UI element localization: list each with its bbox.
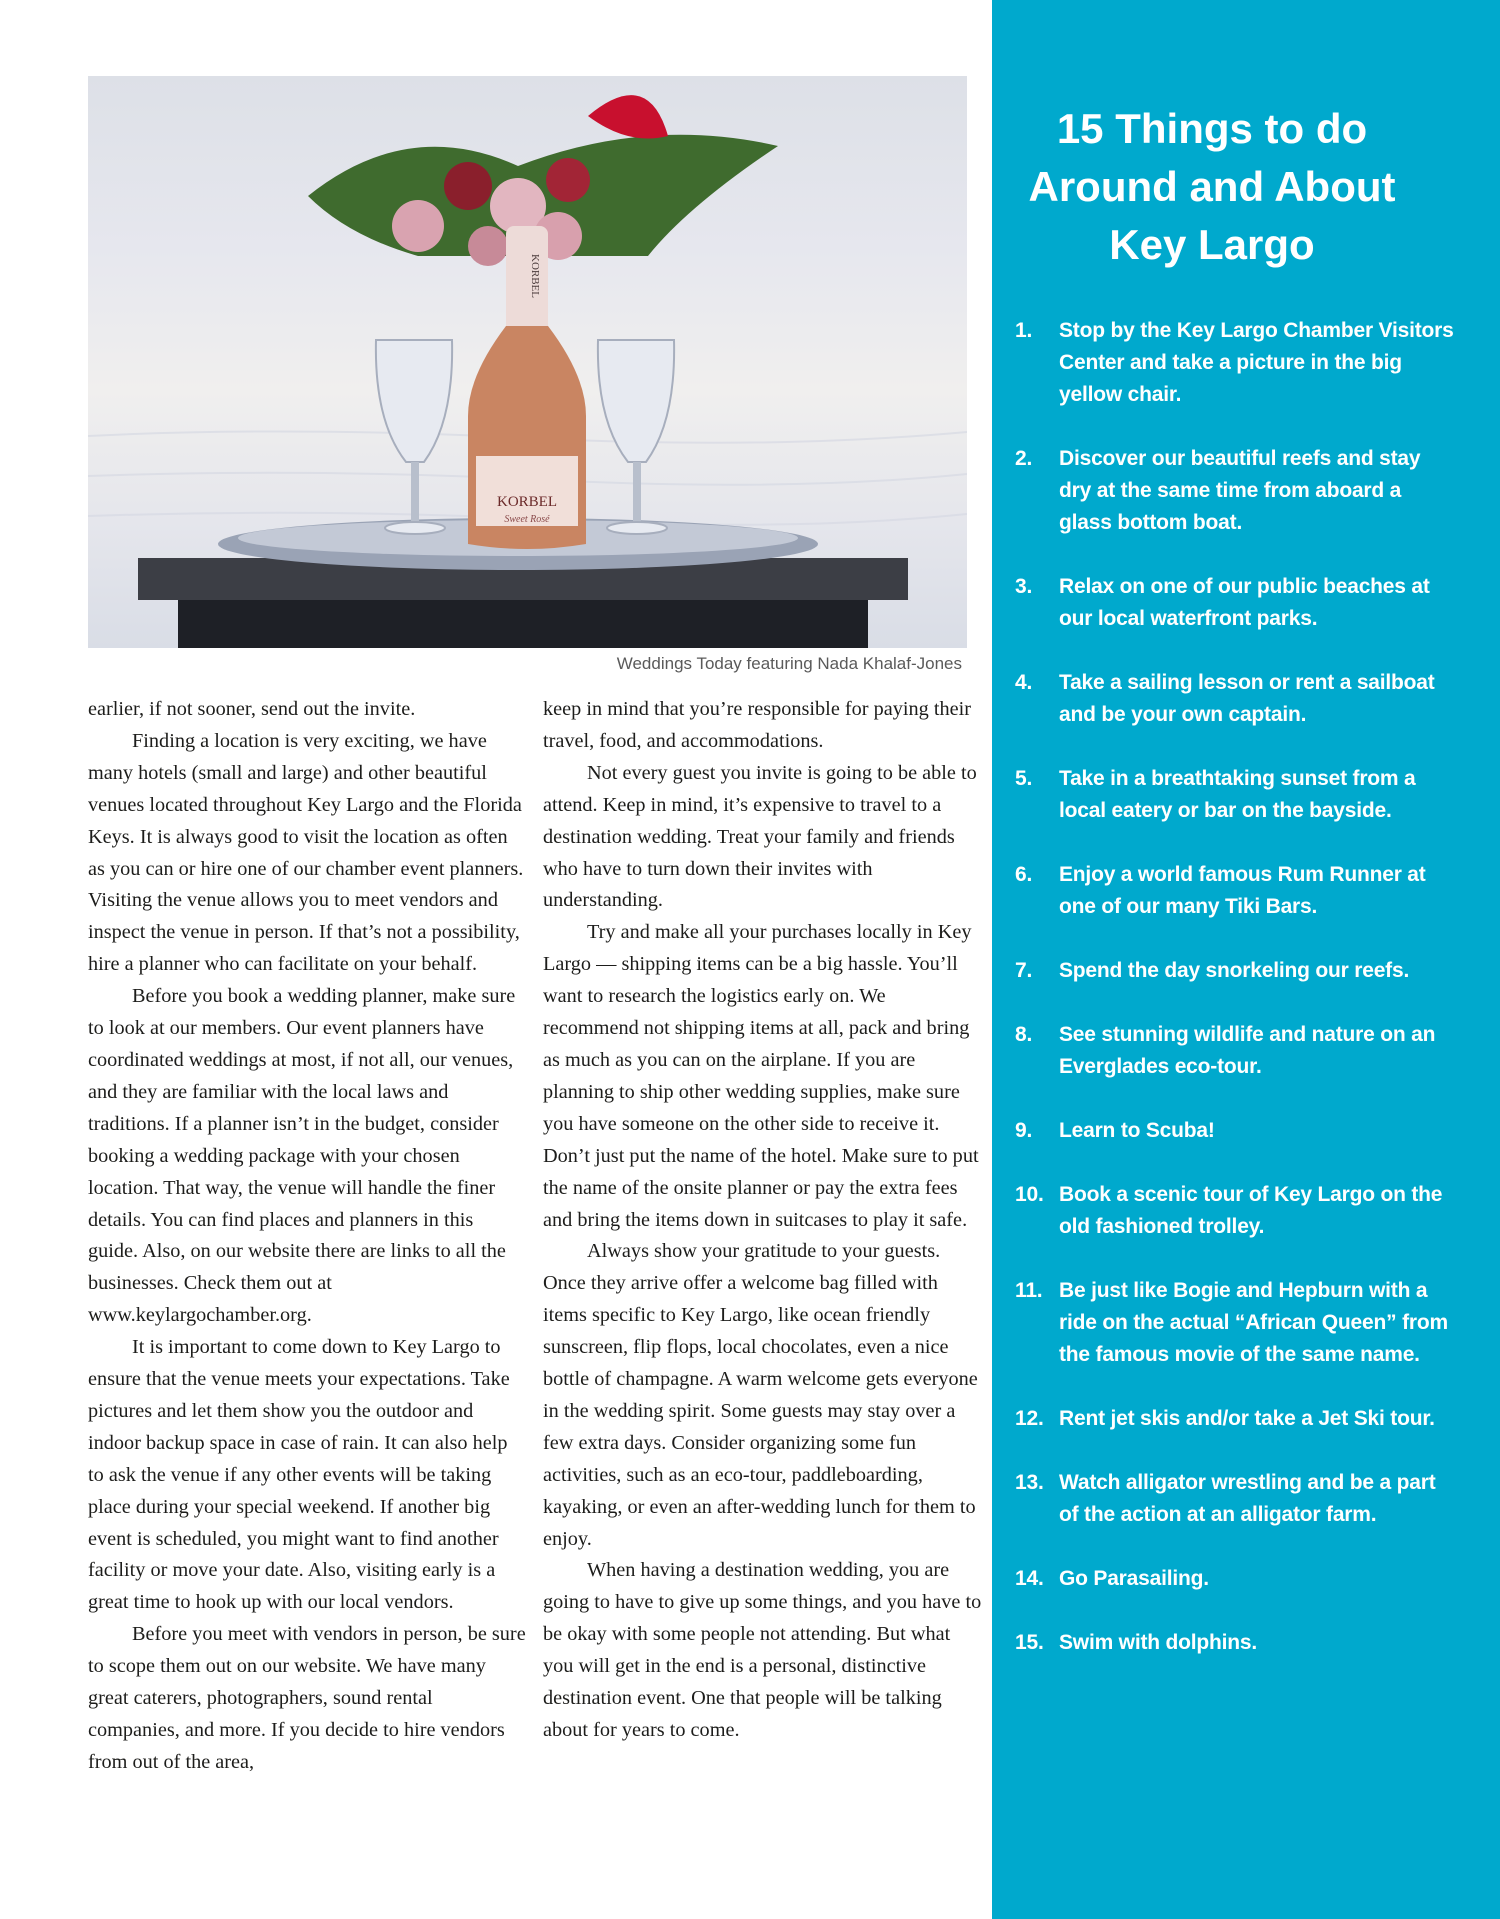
paragraph: keep in mind that you’re responsible for paying their travel, food, and accommodations. xyxy=(543,698,972,752)
item-number: 12. xyxy=(1015,1407,1044,1430)
article-column-2 xyxy=(543,694,983,1747)
list-item xyxy=(1015,1563,1455,1595)
item-number: 13. xyxy=(1015,1471,1044,1494)
item-text: Book a scenic tour of Key Largo on the old fashioned trolley. xyxy=(1059,1183,1443,1238)
article-column-1 xyxy=(88,694,528,1779)
hero-photo xyxy=(88,76,967,648)
item-text: Watch alligator wrestling and be a part of the action at an alligator farm. xyxy=(1059,1471,1436,1526)
things-to-do-sidebar xyxy=(992,0,1500,1919)
paragraph: Finding a location is very exciting, we have many hotels (small and large) and other beautiful venues located throughout Key Largo and the Florida Keys. It is always good to visit the location as often as you can or hire one of our chamber event planners. Visiting the venue allows you to meet vendors and inspect the venue in person. If that’s not a possibility, hire a planner who can facilitate on your behalf. xyxy=(88,729,524,976)
item-text: Take a sailing lesson or rent a sailboat and be your own captain. xyxy=(1059,671,1435,726)
list-item xyxy=(1015,1275,1455,1371)
item-number: 2. xyxy=(1015,447,1033,470)
things-to-do-list xyxy=(1015,315,1455,1691)
list-item xyxy=(1015,1467,1455,1531)
list-item xyxy=(1015,1627,1455,1659)
item-text: Stop by the Key Largo Chamber Visitors Center and take a picture in the big yellow chair. xyxy=(1059,319,1454,406)
item-text: Relax on one of our public beaches at our local waterfront parks. xyxy=(1059,575,1430,630)
sidebar-title: 15 Things to do Around and About Key Largo xyxy=(1028,105,1396,268)
list-item xyxy=(1015,1179,1455,1243)
list-item xyxy=(1015,1115,1455,1147)
item-number: 10. xyxy=(1015,1183,1044,1206)
item-number: 8. xyxy=(1015,1023,1033,1046)
paragraph: It is important to come down to Key Largo to ensure that the venue meets your expectations. Take pictures and let them show you the outdoor and indoor backup space in case of rain. It can also help to ask the venue if any other events will be taking place during your special weekend. If another big event is scheduled, you might want to find another facility or move your date. Also, visiting early is a great time to hook up with our local vendors. xyxy=(88,1336,510,1614)
item-number: 1. xyxy=(1015,319,1033,342)
bottle-sub-label-text: Sweet Rosé xyxy=(504,514,550,525)
item-number: 3. xyxy=(1015,575,1033,598)
paragraph: When having a destination wedding, you are going to have to give up some things, and you have to be okay with some people not attending. But what you will get in the end is a personal, distinctive destination event. One that people will be talking about for years to come. xyxy=(543,1559,982,1741)
paragraph: earlier, if not sooner, send out the invite. xyxy=(88,698,416,720)
photo-caption: Weddings Today featuring Nada Khalaf-Jones xyxy=(616,654,962,673)
list-item xyxy=(1015,1019,1455,1083)
item-text: Discover our beautiful reefs and stay dry at the same time from aboard a glass bottom boat. xyxy=(1059,447,1421,534)
champagne-bottle xyxy=(468,226,586,549)
item-text: Learn to Scuba! xyxy=(1059,1119,1215,1142)
list-item xyxy=(1015,315,1455,411)
item-text: See stunning wildlife and nature on an Everglades eco-tour. xyxy=(1059,1023,1436,1078)
list-item xyxy=(1015,443,1455,539)
right-champagne-glass xyxy=(598,340,674,534)
table-base xyxy=(178,600,868,648)
paragraph: Not every guest you invite is going to be able to attend. Keep in mind, it’s expensive to travel to a destination wedding. Treat your family and friends who have to turn down their invites with understanding. xyxy=(543,761,977,912)
item-text: Take in a breathtaking sunset from a local eatery or bar on the bayside. xyxy=(1059,767,1416,822)
item-text: Spend the day snorkeling our reefs. xyxy=(1059,959,1410,982)
item-number: 7. xyxy=(1015,959,1033,982)
item-text: Rent jet skis and/or take a Jet Ski tour. xyxy=(1059,1407,1435,1430)
paragraph: Before you book a wedding planner, make sure to look at our members. Our event planners have coordinated weddings at most, if not all, our venues, and they are familiar with the local laws and traditions. If a planner isn’t in the budget, consider booking a wedding package with your chosen location. That way, the venue will handle the finer details. You can find places and planners in this guide. Also, on our website there are links to all the businesses. Check them out at www.keylargochamber.org. xyxy=(88,985,516,1327)
item-number: 9. xyxy=(1015,1119,1033,1142)
list-item xyxy=(1015,955,1455,987)
item-text: Go Parasailing. xyxy=(1059,1567,1209,1590)
paragraph: Always show your gratitude to your guests. Once they arrive offer a welcome bag filled with items specific to Key Largo, like ocean friendly sunscreen, flip flops, local chocolates, even a nice bottle of champagne. A warm welcome gets everyone in the wedding spirit. Some guests may stay over a few extra days. Consider organizing some fun activities, such as an eco-tour, paddleboarding, kayaking, or even an after-wedding lunch for them to enjoy. xyxy=(543,1240,978,1550)
list-item xyxy=(1015,1403,1455,1435)
bottle-label-text: KORBEL xyxy=(497,494,557,510)
item-number: 11. xyxy=(1015,1279,1043,1302)
list-item xyxy=(1015,571,1455,635)
list-item xyxy=(1015,763,1455,827)
item-number: 6. xyxy=(1015,863,1033,886)
item-number: 15. xyxy=(1015,1631,1044,1654)
paragraph: Try and make all your purchases locally in Key Largo — shipping items can be a big hassle. You’ll want to research the logistics early on. We recommend not shipping items at all, pack and bring as much as you can on the airplane. If you are planning to ship other wedding supplies, make sure you have someone on the other side to receive it. Don’t just put the name of the hotel. Make sure to put the name of the onsite planner or pay the extra fees and bring the items down in suitcases to play it safe. xyxy=(543,921,979,1231)
item-text: Be just like Bogie and Hepburn with a ride on the actual “African Queen” from the famous movie of the same name. xyxy=(1059,1279,1448,1366)
item-text: Swim with dolphins. xyxy=(1059,1631,1258,1654)
paragraph: Before you meet with vendors in person, be sure to scope them out on our website. We have many great caterers, photographers, sound rental companies, and more. If you decide to hire vendors from out of the area, xyxy=(88,1623,526,1773)
left-champagne-glass xyxy=(376,340,452,534)
list-item xyxy=(1015,859,1455,923)
item-number: 14. xyxy=(1015,1567,1044,1590)
list-item xyxy=(1015,667,1455,731)
champagne-table-illustration xyxy=(88,76,967,648)
item-number: 4. xyxy=(1015,671,1033,694)
item-text: Enjoy a world famous Rum Runner at one of our many Tiki Bars. xyxy=(1059,863,1426,918)
item-number: 5. xyxy=(1015,767,1033,790)
bottle-neck-label-text: KORBEL xyxy=(529,254,541,298)
